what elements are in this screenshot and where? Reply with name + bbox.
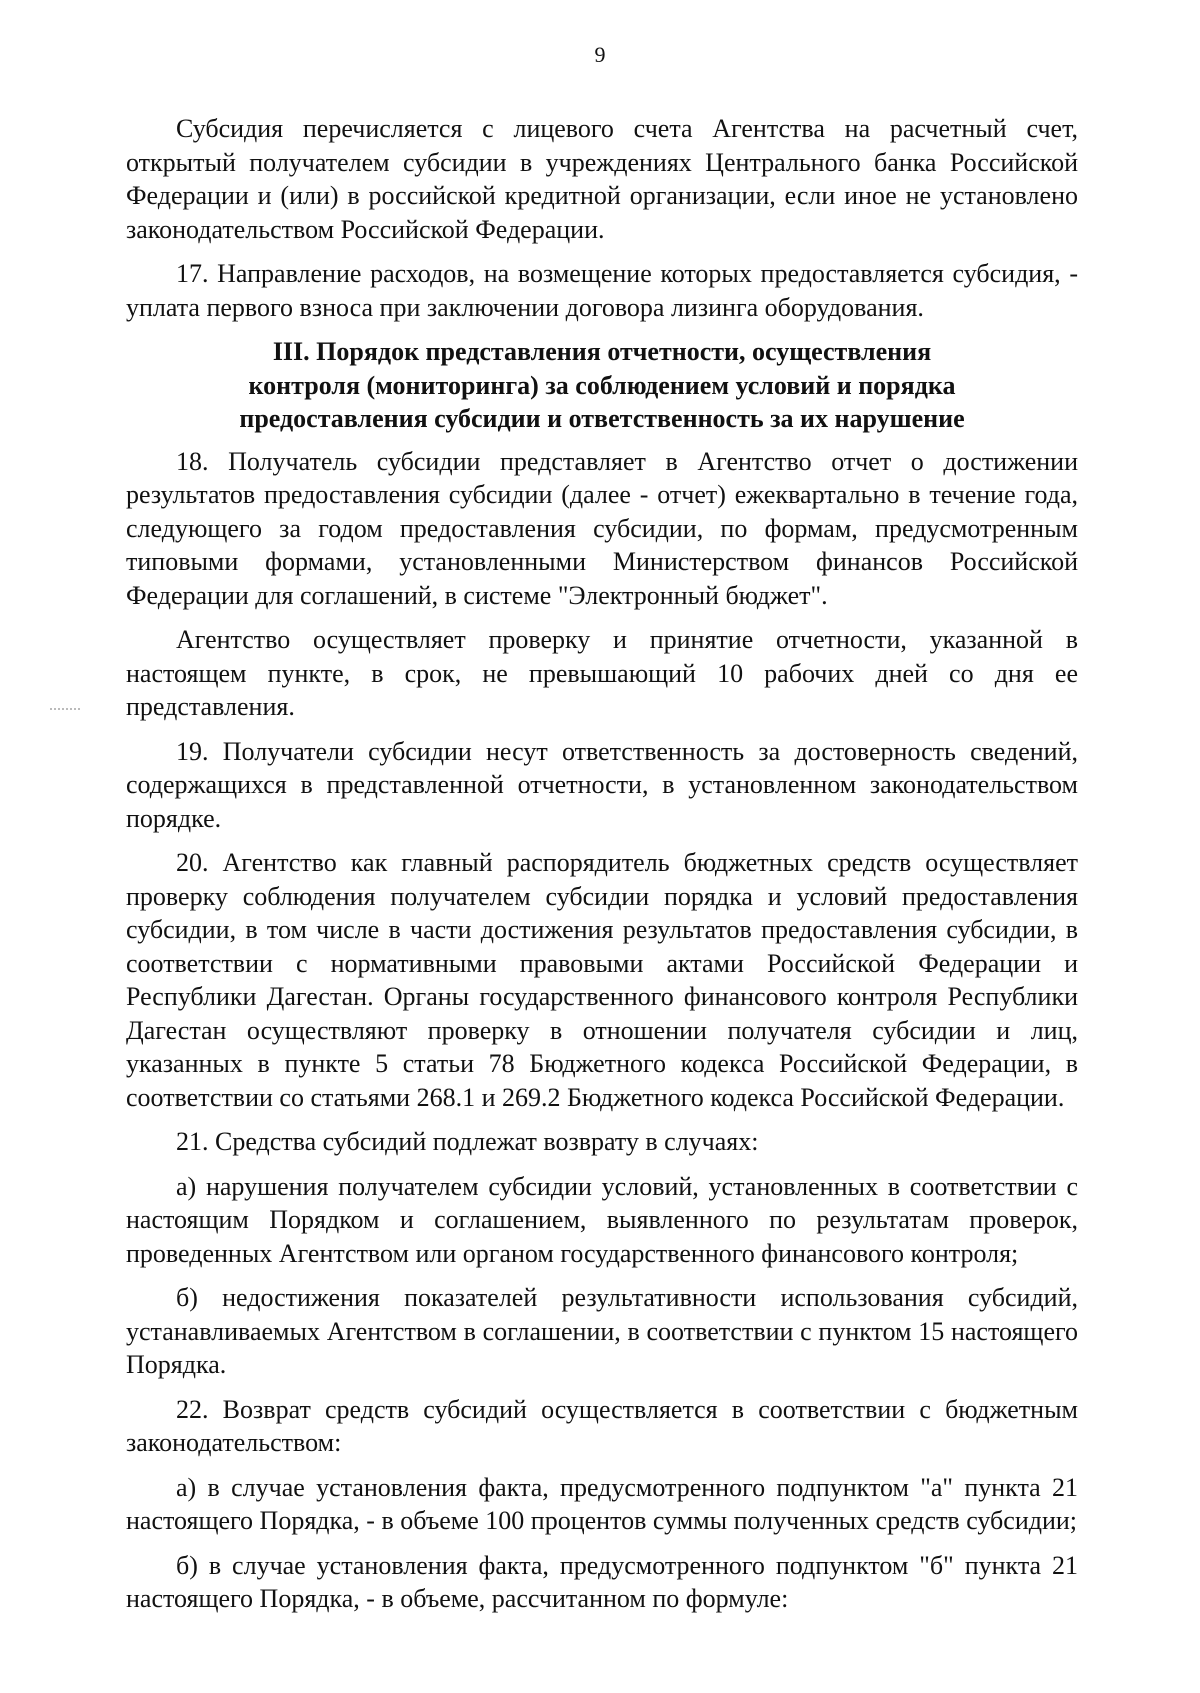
section-heading-line: предоставления субсидии и ответственность за их нарушение xyxy=(239,404,965,433)
paragraph-18: 18. Получатель субсидии представляет в Агентство отчет о достижении результатов предоставления субсидии (далее - отчет) ежеквартально в течение года, следующего за годом предоставления субсидии, по формам, предусмотренным типовыми формами, установленными Министерством финансов Российской Федерации для соглашений, в системе "Электронный бюджет". xyxy=(126,446,1078,610)
paragraph-19: 19. Получатели субсидии несут ответственность за достоверность сведений, содержащихся в представленной отчетности, в установленном законодательством порядке. xyxy=(126,736,1078,833)
paragraph-21-a: а) нарушения получателем субсидии условий, установленных в соответствии с настоящим Порядком и соглашением, выявленного по результатам проверок, проведенных Агентством или органом государственного финансового контроля; xyxy=(126,1171,1078,1268)
section-heading-line: контроля (мониторинга) за соблюдением условий и порядка xyxy=(248,370,956,400)
page-number: 9 xyxy=(594,42,606,67)
paragraph-21: 21. Средства субсидий подлежат возврату в случаях: xyxy=(176,1127,759,1156)
section-heading-line: III. Порядок представления отчетности, осуществления xyxy=(272,337,932,366)
document-body xyxy=(126,112,1078,1627)
paragraph-20: 20. Агентство как главный распорядитель бюджетных средств осуществляет проверку соблюдения получателем субсидии порядка и условий предоставления субсидии, в том числе в части достижения результатов предоставления субсидии, в соответствии с нормативными правовыми актами Российской Федерации и Республики Дагестан. Органы государственного финансового контроля Республики Дагестан осуществляют проверку в отношении получателя субсидии и лиц, указанных в пункте 5 статьи 78 Бюджетного кодекса Российской Федерации, в соответствии со статьями 268.1 и 269.2 Бюджетного кодекса Российской Федерации. xyxy=(126,848,1078,1112)
section-heading xyxy=(126,335,1078,436)
paragraph-22: 22. Возврат средств субсидий осуществляется в соответствии с бюджетным законодательством: xyxy=(126,1394,1078,1457)
paragraph-17: 17. Направление расходов, на возмещение которых предоставляется субсидия, - уплата первого взноса при заключении договора лизинга оборудования. xyxy=(126,259,1078,322)
paragraph-16-continuation: Субсидия перечисляется с лицевого счета Агентства на расчетный счет, открытый получателем субсидии в учреждениях Центрального банка Российской Федерации и (или) в российской кредитной организации, если иное не установлено законодательством Российской Федерации. xyxy=(126,114,1078,244)
paragraph-22-b: б) в случае установления факта, предусмотренного подпунктом "б" пункта 21 настоящего Порядка, - в объеме, рассчитанном по формуле: xyxy=(126,1550,1078,1613)
scan-margin-mark xyxy=(50,708,80,712)
paragraph-21-b: б) недостижения показателей результативности использования субсидий, устанавливаемых Агентством в соглашении, в соответствии с пунктом 15 настоящего Порядка. xyxy=(126,1283,1078,1379)
paragraph-18-agency-check: Агентство осуществляет проверку и принятие отчетности, указанной в настоящем пункте, в срок, не превышающий 10 рабочих дней со дня ее представления. xyxy=(126,625,1078,721)
paragraph-22-a: а) в случае установления факта, предусмотренного подпунктом "а" пункта 21 настоящего Порядка, - в объеме 100 процентов суммы полученных средств субсидии; xyxy=(126,1472,1078,1535)
